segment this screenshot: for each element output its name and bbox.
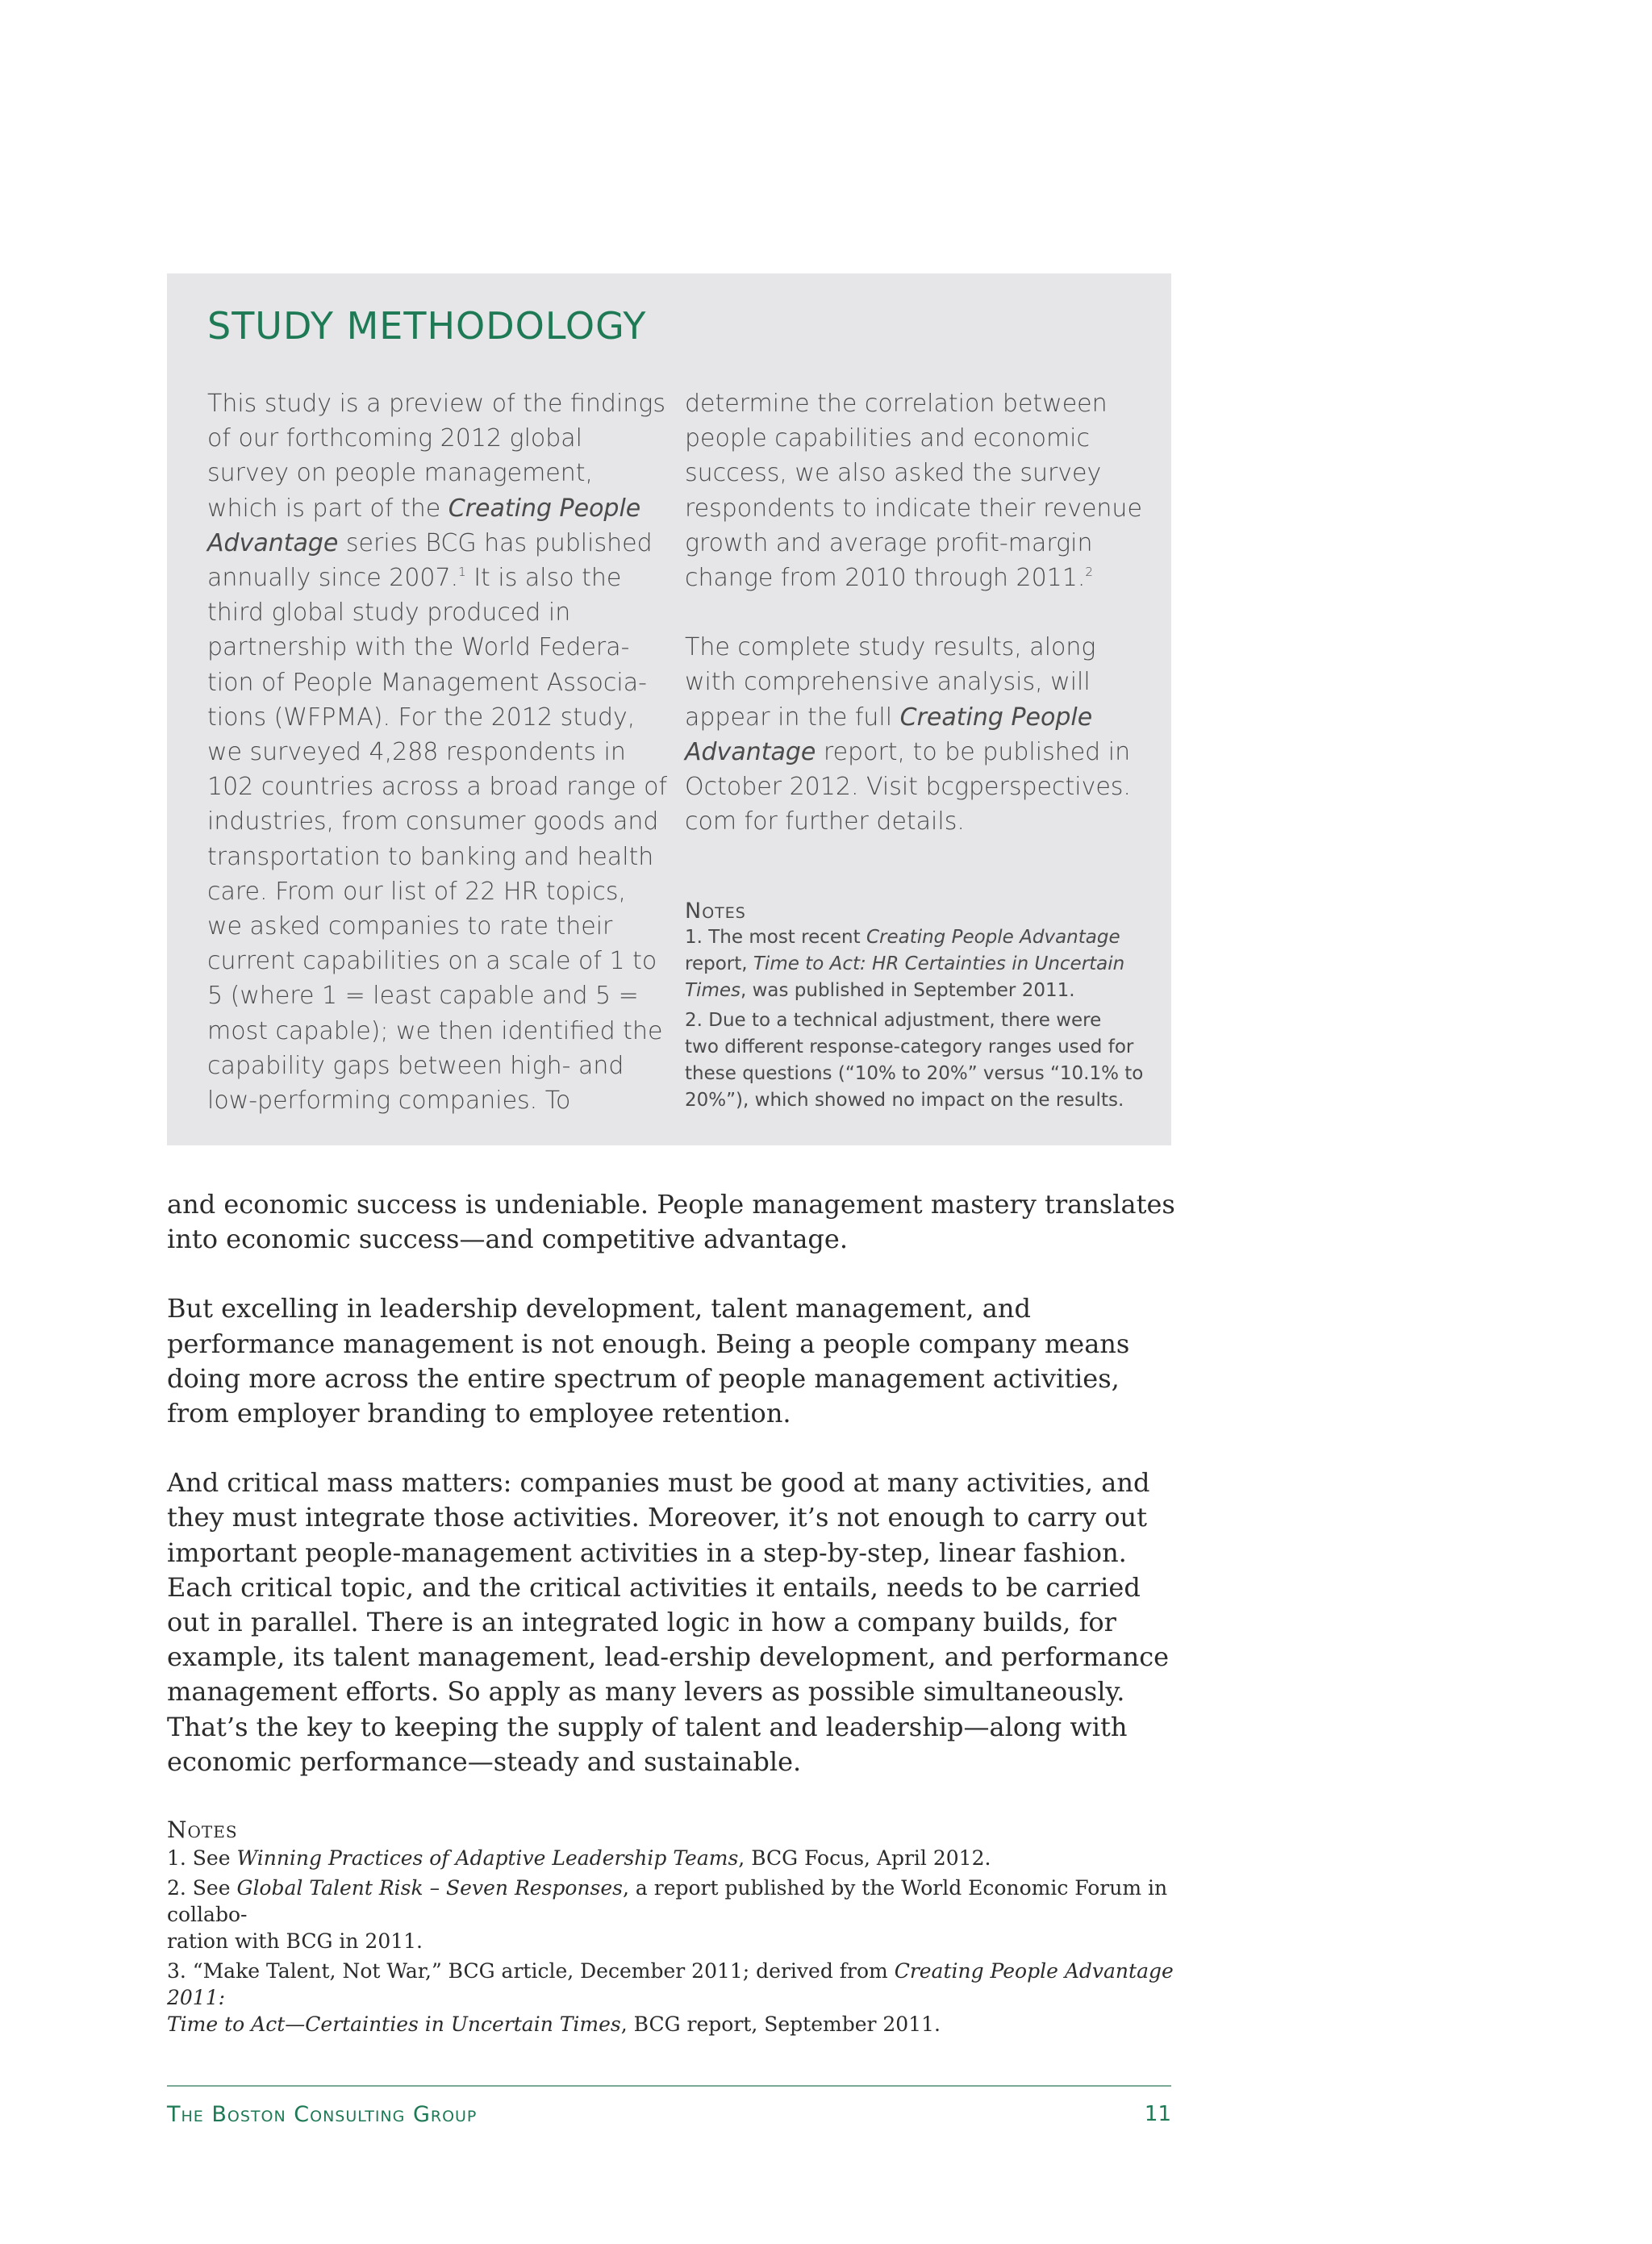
publication-title: Creating People — [899, 703, 1093, 732]
text-line: industries, from consumer goods and — [207, 807, 659, 836]
notes-heading: Notes — [685, 899, 746, 924]
sidebar-right-column — [685, 386, 1145, 839]
notes-heading: Notes — [167, 1816, 238, 1843]
sidebar-note-2: 2. Due to a technical adjustment, there were two different response-category ranges used for these questions (“10% to 20%” versus “10.1% to 20%”), which showed no impact on the results. — [685, 1010, 1144, 1111]
study-methodology-sidebar — [167, 273, 1171, 1145]
text-line: we surveyed 4,288 respondents in — [207, 738, 626, 767]
text-line: partnership with the World Federa- — [207, 633, 630, 662]
text-line: third global study produced in — [207, 599, 571, 628]
sidebar-title: STUDY METHODOLOGY — [207, 304, 647, 348]
footer-organization: The Boston Consulting Group — [167, 2102, 478, 2127]
publication-title: Creating People — [448, 494, 641, 523]
text-line: care. From our list of 22 HR topics, — [207, 877, 627, 906]
text-line: current capabilities on a scale of 1 to — [207, 947, 657, 976]
text-line: This study is a preview of the findings — [207, 390, 665, 418]
text-line: Advantage series BCG has published — [207, 528, 653, 557]
text-line: success, we also asked the survey — [685, 459, 1102, 488]
sidebar-notes — [685, 898, 1145, 1117]
body-paragraph: But excelling in leadership development, talent management, and performance management is not enough. Being a people company means doing more across the entire spectrum of people management activities, from employer branding to employee retention. — [167, 1293, 1130, 1429]
body-paragraph: And critical mass matters: companies must be good at many activities, and they must integrate those activities. Moreover, it’s not enough to carry out important people-management activities in a step-by-step, linear fashion. Each critical topic, and the critical activities it entails, needs to be carried out in parallel. There is an integrated logic in how a company builds, for example, its talent management, lead-ership development, and performance management efforts. So apply as many levers as possible simultaneously. That’s the key to keeping the supply of talent and leadership—along with economic performance—steady and sustainable. — [167, 1467, 1170, 1777]
text-line: capability gaps between high- and — [207, 1051, 624, 1080]
text-line: tions (WFPMA). For the 2012 study, — [207, 703, 636, 732]
text-line: we asked companies to rate their — [207, 912, 613, 941]
footnote-ref: 2 — [1085, 565, 1093, 580]
page-note-2: 2. See Global Talent Risk – Seven Responses, a report published by the World Economic Forum in collabo- ration with BCG in 2011. — [167, 1876, 1168, 1953]
sidebar-paragraph — [685, 386, 1145, 595]
text-line: growth and average profit-margin — [685, 528, 1093, 557]
text-line: Advantage report, to be published in — [685, 737, 1131, 766]
text-line: transportation to banking and health — [207, 842, 654, 871]
text-line: which is part of the Creating People — [207, 494, 641, 523]
text-line: appear in the full Creating People — [685, 703, 1093, 732]
body-text — [167, 1187, 1183, 1814]
text-line: 5 (where 1 = least capable and 5 = — [207, 982, 639, 1011]
footer-divider — [167, 2085, 1171, 2087]
page-number: 11 — [1144, 2102, 1171, 2126]
text-line: most capable); we then identified the — [207, 1016, 663, 1045]
text-line: tion of People Management Associa- — [207, 668, 647, 697]
sidebar-left-column — [207, 386, 671, 1118]
text-line: change from 2010 through 2011.$^2$ — [685, 564, 1093, 593]
page-notes — [167, 1816, 1183, 2041]
text-line: com for further details. — [685, 807, 965, 836]
text-line: determine the correlation between — [685, 390, 1108, 418]
text-line: people capabilities and economic — [685, 424, 1091, 453]
text-line: 102 countries across a broad range of — [207, 773, 668, 802]
publication-title: Advantage — [685, 737, 816, 766]
publication-title: Advantage — [207, 528, 339, 557]
body-paragraph: and economic success is undeniable. People management mastery translates into economic success—and competitive advantage. — [167, 1189, 1175, 1255]
text-line: with comprehensive analysis, will — [685, 668, 1091, 697]
page-note-1: 1. See Winning Practices of Adaptive Leadership Teams, BCG Focus, April 2012. — [167, 1846, 991, 1870]
text-line: respondents to indicate their revenue — [685, 494, 1142, 523]
text-line: low-performing companies. To — [207, 1087, 571, 1116]
page-note-3: 3. “Make Talent, Not War,” BCG article, December 2011; derived from Creating People Advantage 2011: Time to Act—Certainties in Uncertain Times, BCG report, September 2011. — [167, 1959, 1174, 2036]
sidebar-paragraph — [685, 630, 1145, 839]
sidebar-note-1: 1. The most recent Creating People Advantage report, Time to Act: HR Certainties in Uncertain Times, was published in September 2011. — [685, 927, 1125, 1001]
text-line: The complete study results, along — [685, 633, 1096, 662]
text-line: annually since 2007.$^1$ It is also the — [207, 564, 622, 593]
sidebar-paragraph — [207, 386, 671, 1118]
text-line: of our forthcoming 2012 global — [207, 424, 583, 453]
footnote-ref: 1 — [458, 565, 466, 580]
text-line: survey on people management, — [207, 459, 594, 488]
text-line: October 2012. Visit bcgperspectives. — [685, 773, 1131, 802]
